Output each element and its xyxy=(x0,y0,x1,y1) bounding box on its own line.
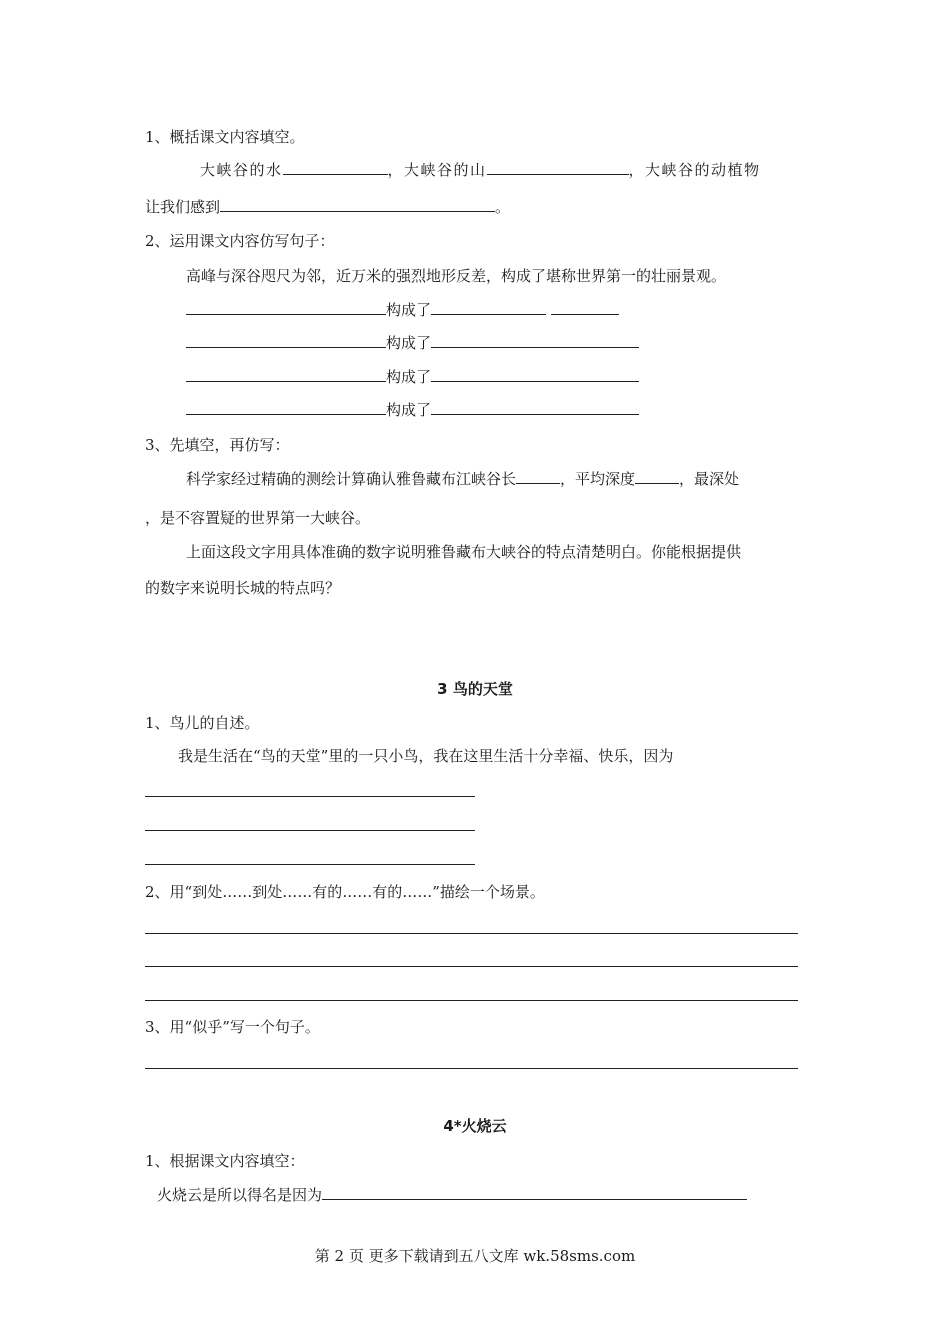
q2-blank-c[interactable] xyxy=(551,300,619,315)
q3-para2: ，是不容置疑的世界第一大峡谷。 xyxy=(145,509,371,527)
q1-title: 1、概括课文内容填空。 xyxy=(145,128,305,146)
q2-row xyxy=(186,400,639,420)
blank-length[interactable] xyxy=(516,469,560,484)
q2-row xyxy=(186,300,619,320)
q2-blank-b[interactable] xyxy=(431,400,639,415)
q2-gou: 构成了 xyxy=(386,368,432,386)
s3-q2-title: 2、用“到处……到处……有的……有的……”描绘一个场景。 xyxy=(145,883,545,901)
blank-depth[interactable] xyxy=(635,469,679,484)
q2-gou: 构成了 xyxy=(386,334,432,352)
q1-line1-c: ，大峡谷的动植物 xyxy=(628,161,761,179)
s4-q1-title: 1、根据课文内容填空： xyxy=(145,1152,305,1170)
answer-line[interactable] xyxy=(145,1000,798,1001)
q3-p1a: 科学家经过精确的测绘计算确认雅鲁藏布江峡谷长 xyxy=(186,470,517,488)
q2-gou: 构成了 xyxy=(386,401,432,419)
q2-blank-a[interactable] xyxy=(186,333,386,348)
q2-blank-a[interactable] xyxy=(186,400,386,415)
q2-gou: 构成了 xyxy=(386,301,432,319)
q2-row xyxy=(186,333,639,353)
blank-fire-cloud-reason[interactable] xyxy=(322,1185,747,1200)
answer-line[interactable] xyxy=(145,966,798,967)
q2-blank-b[interactable] xyxy=(431,367,639,382)
s3-q1-text: 我是生活在“鸟的天堂”里的一只小鸟，我在这里生活十分幸福、快乐，因为 xyxy=(178,747,674,765)
answer-line[interactable] xyxy=(145,1068,798,1069)
page-footer: 第 2 页 更多下载请到五八文库 wk.58sms.com xyxy=(314,1247,636,1265)
q2-blank-a[interactable] xyxy=(186,367,386,382)
q1-line2 xyxy=(145,197,510,217)
q3-title: 3、先填空，再仿写： xyxy=(145,436,290,454)
blank-feeling[interactable] xyxy=(220,197,495,212)
answer-line[interactable] xyxy=(145,933,798,934)
q2-row xyxy=(186,367,639,387)
q3-p1c: ，最深处 xyxy=(679,470,740,488)
blank-water[interactable] xyxy=(283,160,388,175)
q3-para4: 的数字来说明长城的特点吗？ xyxy=(145,579,341,597)
q1-line2-a: 让我们感到 xyxy=(145,198,221,216)
q1-line1-b: ，大峡谷的山 xyxy=(387,161,487,179)
q2-example: 高峰与深谷咫尺为邻，近万米的强烈地形反差，构成了堪称世界第一的壮丽景观。 xyxy=(186,267,727,285)
section-heading-fire-cloud: 4*火烧云 xyxy=(443,1117,507,1135)
s4-q1-line xyxy=(157,1185,747,1205)
s3-q1-title: 1、鸟儿的自述。 xyxy=(145,714,260,732)
answer-line[interactable] xyxy=(145,796,475,797)
q3-para1 xyxy=(186,469,739,489)
s4-q1-text: 火烧云是所以得名是因为 xyxy=(157,1186,323,1204)
q1-line1-a: 大峡谷的水 xyxy=(200,161,283,179)
s3-q3-title: 3、用“似乎”写一个句子。 xyxy=(145,1018,320,1036)
q2-blank-b[interactable] xyxy=(431,300,546,315)
section-heading-bird-paradise: 3 鸟的天堂 xyxy=(437,680,513,698)
answer-line[interactable] xyxy=(145,830,475,831)
q2-blank-b[interactable] xyxy=(431,333,639,348)
answer-line[interactable] xyxy=(145,864,475,865)
blank-mountain[interactable] xyxy=(487,160,629,175)
q1-line1 xyxy=(200,160,761,180)
q2-blank-a[interactable] xyxy=(186,300,386,315)
q2-title: 2、运用课文内容仿写句子： xyxy=(145,232,335,250)
q3-p1b: ，平均深度 xyxy=(560,470,636,488)
q3-para3: 上面这段文字用具体准确的数字说明雅鲁藏布大峡谷的特点清楚明白。你能根据提供 xyxy=(186,543,742,561)
q1-line2-b: 。 xyxy=(495,198,511,216)
